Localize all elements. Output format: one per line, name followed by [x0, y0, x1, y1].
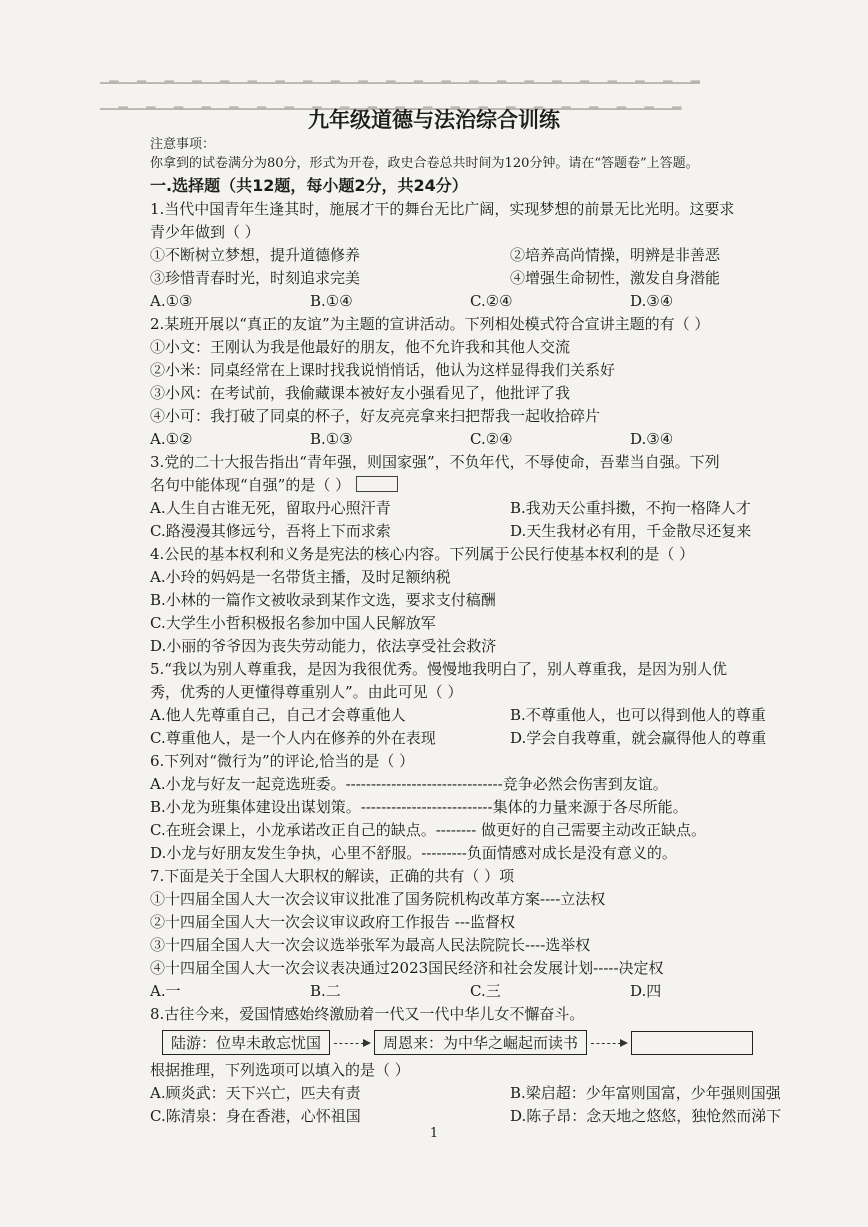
flow-box-lu-you: 陆游：位卑未敢忘忧国 [162, 1030, 330, 1055]
option-d: D.③④ [630, 430, 674, 448]
option-d: D.小龙与好朋友发生争执，心里不舒服。---------负面情感对成长是没有意义的。 [150, 844, 677, 862]
option-d: D.学会自我尊重，就会赢得他人的尊重 [510, 729, 767, 747]
arrow-right-icon [332, 1036, 372, 1050]
notes-text: 你拿到的试卷满分为80分，形式为开卷，政史合卷总共时间为120分钟。请在“答题卷”上答题。 [150, 156, 699, 171]
statement: ④小可：我打破了同桌的杯子，好友亮亮拿来扫把帮我一起收拾碎片 [150, 407, 601, 425]
q1-options [150, 290, 818, 313]
q2-options [150, 428, 818, 451]
q5-stem: 秀，优秀的人更懂得尊重别人”。由此可见（ ） [150, 683, 463, 701]
bleed-through: ▁▁▂▁▁▂▁▁▂▁▁▂▁▁▂▁▁▂▁▁▂▁▁▂▁▁▂▁▁▂▁▁▂▁▁▂▁▁▂▁▁▂▁▁▂▁▁▂▁▁▂▁▁▂▁▁▂▁▁▂▁▁▂ [100, 96, 682, 110]
option-c: C.陈清泉：身在香港，心怀祖国 [150, 1107, 361, 1125]
q1-statements [150, 267, 818, 290]
exam-title: 九年级道德与法治综合训练 [308, 108, 560, 132]
option-c: C.在班会课上，小龙承诺改正自己的缺点。-------- 做更好的自己需要主动改正缺点。 [150, 821, 707, 839]
q8-prompt: 根据推理，下列选项可以填入的是（ ） [150, 1061, 410, 1079]
option-b: B.小龙为班集体建设出谋划策。--------------------------集体的力量来源于各尽所能。 [150, 798, 688, 816]
option-b: B.不尊重他人，也可以得到他人的尊重 [510, 706, 766, 724]
option-a: A.①③ [150, 292, 193, 310]
option-d: D.四 [630, 982, 662, 1000]
statement: ③小风：在考试前，我偷藏课本被好友小强看见了，他批评了我 [150, 384, 571, 402]
option-a: A.顾炎武：天下兴亡，匹夫有责 [150, 1084, 361, 1102]
q7-options [150, 980, 818, 1003]
q3-stem: 3.党的二十大报告指出“青年强，则国家强”，不负年代，不辱使命，吾辈当自强。下列 [150, 453, 720, 471]
q8-flow-diagram [162, 1030, 818, 1055]
q3-stem-text: 名句中能体现“自强”的是（ ） [150, 476, 351, 494]
flow-box-zhou-enlai: 周恩来：为中华之崛起而读书 [374, 1030, 587, 1055]
bleed-through: ▁▂▁▁▂▁▁▂▁▁▂▁▁▂▁▁▂▁▁▂▁▁▂▁▁▂▁▁▂▁▁▂▁▁▂▁▁▂▁▁▂▁▁▂▁▁▂▁▁▂▁▁▂▁▁▂▁▁▂▁▁▂▁▁▂ [100, 70, 700, 84]
notes-heading: 注意事项： [150, 137, 216, 152]
q6-stem: 6.下列对“微行为”的评论,恰当的是（ ） [150, 752, 415, 770]
option-a: A.小玲的妈妈是一名带货主播，及时足额纳税 [150, 568, 451, 586]
q1-stem: 青少年做到（ ） [150, 223, 260, 241]
q4-stem: 4.公民的基本权利和义务是宪法的核心内容。下列属于公民行使基本权利的是（ ） [150, 545, 695, 563]
statement: ①十四届全国人大一次会议审议批准了国务院机构改革方案----立法权 [150, 890, 606, 908]
option-a: A.他人先尊重自己，自己才会尊重他人 [150, 706, 406, 724]
option-d: D.小丽的爷爷因为丧失劳动能力，依法享受社会救济 [150, 637, 497, 655]
section-heading: 一.选择题（共12题，每小题2分，共24分） [150, 176, 468, 195]
q8-options [150, 1082, 818, 1105]
arrow-right-icon [589, 1036, 629, 1050]
q5-stem: 5.“我以为别人尊重我，是因为我很优秀。慢慢地我明白了，别人尊重我，是因为别人优 [150, 660, 727, 678]
option-c: C.②④ [470, 430, 513, 448]
option-a: A.人生自古谁无死，留取丹心照汗青 [150, 499, 391, 517]
option-a: A.①② [150, 430, 193, 448]
q3-stem [150, 474, 818, 497]
statement: ④十四届全国人大一次会议表决通过2023国民经济和社会发展计划-----决定权 [150, 959, 664, 977]
option-d: D.③④ [630, 292, 674, 310]
option-b: B.我劝天公重抖擞，不拘一格降人才 [510, 499, 751, 517]
option-c: C.大学生小哲积极报名参加中国人民解放军 [150, 614, 436, 632]
option-c: C.②④ [470, 292, 513, 310]
q3-options [150, 497, 818, 520]
statement: ①小文：王刚认为我是他最好的朋友，他不允许我和其他人交流 [150, 338, 571, 356]
option-b: B.二 [310, 982, 341, 1000]
option-a: A.小龙与好友一起竞选班委。-------------------------------竞争必然会伤害到友谊。 [150, 775, 668, 793]
option-d: D.天生我材必有用，千金散尽还复来 [510, 522, 752, 540]
option-b: B.梁启超：少年富则国富，少年强则国强 [510, 1084, 781, 1102]
statement: ③珍惜青春时光，时刻追求完美 [150, 269, 361, 287]
statement: ②十四届全国人大一次会议审议政府工作报告 ---监督权 [150, 913, 515, 931]
statement: ③十四届全国人大一次会议选举张军为最高人民法院院长----选举权 [150, 936, 591, 954]
option-c: C.路漫漫其修远兮，吾将上下而求索 [150, 522, 391, 540]
statement: ②培养高尚情操，明辨是非善恶 [510, 246, 721, 264]
page-number: 1 [429, 1126, 439, 1141]
option-d: D.陈子昂：念天地之悠悠，独怆然而涕下 [510, 1107, 782, 1125]
q5-options [150, 704, 818, 727]
option-b: B.小林的一篇作文被收录到某作文选，要求支付稿酬 [150, 591, 496, 609]
q3-options [150, 520, 818, 543]
q8-stem: 8.古往今来，爱国情感始终激励着一代又一代中华儿女不懈奋斗。 [150, 1005, 585, 1023]
q1-stem: 1.当代中国青年生逢其时，施展才干的舞台无比广阔，实现梦想的前景无比光明。这要求 [150, 200, 735, 218]
option-b: B.①④ [310, 292, 353, 310]
flow-box-blank [631, 1031, 753, 1055]
statement: ④增强生命韧性，激发自身潜能 [510, 269, 721, 287]
answer-box [356, 476, 398, 492]
q2-stem: 2.某班开展以“真正的友谊”为主题的宣讲活动。下列相处模式符合宣讲主题的有（ ） [150, 315, 710, 333]
option-b: B.①③ [310, 430, 353, 448]
exam-content [150, 135, 818, 1128]
q5-options [150, 727, 818, 750]
option-c: C.尊重他人，是一个人内在修养的外在表现 [150, 729, 436, 747]
statement: ②小米：同桌经常在上课时找我说悄悄话，他认为这样显得我们关系好 [150, 361, 616, 379]
q8-options [150, 1105, 818, 1128]
option-a: A.一 [150, 982, 181, 1000]
statement: ①不断树立梦想，提升道德修养 [150, 246, 361, 264]
q1-statements [150, 244, 818, 267]
option-c: C.三 [470, 982, 501, 1000]
q7-stem: 7.下面是关于全国人大职权的解读，正确的共有（ ）项 [150, 867, 515, 885]
